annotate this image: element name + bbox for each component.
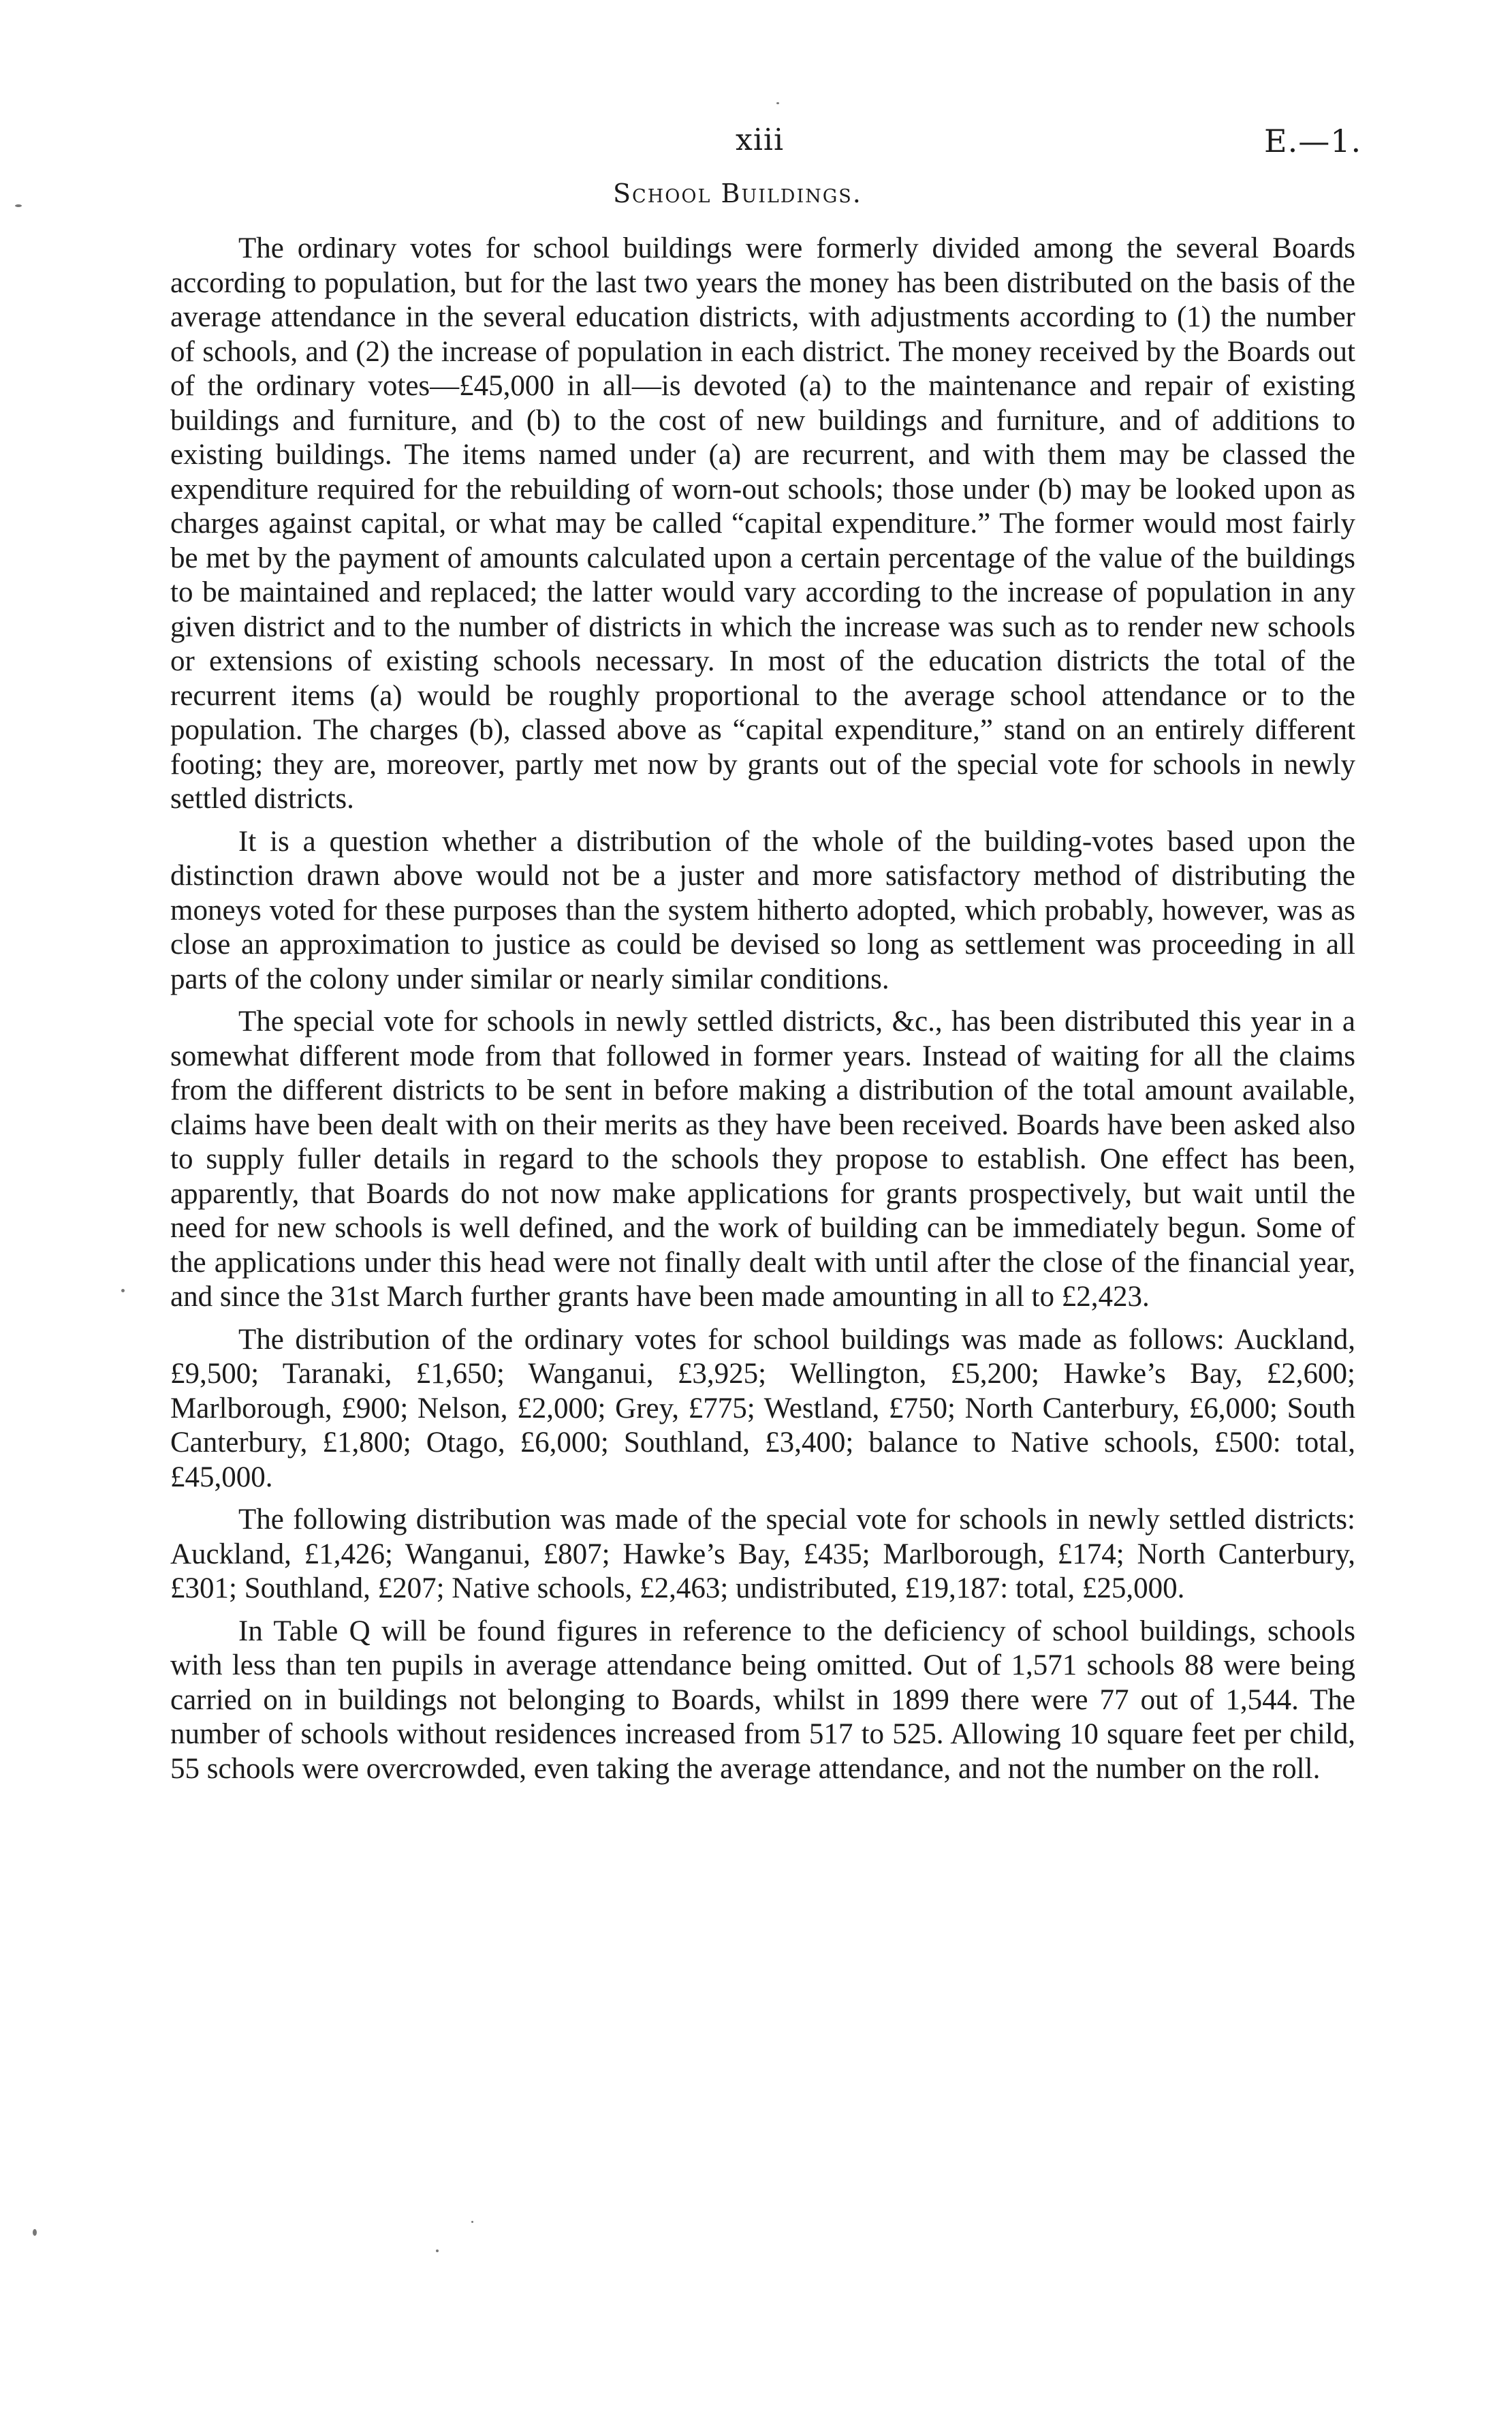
page-number: xiii bbox=[736, 123, 785, 157]
scan-speck bbox=[776, 102, 779, 104]
paragraph: The special vote for schools in newly settled districts, &c., has been distributed this year in a somewhat different mode from that followed in former years. Instead of waiting for all the claims from the different districts to be sent in before making a distribution of the total amount available, claims have been dealt with on their merits as they have been received. Boards have been asked also to supply fuller details in regard to the schools they propose to establish. One effect has been, apparently, that Boards do not now make applications for grants prospectively, but wait until the need for new schools is well defined, and the work of building can be immediately begun. Some of the applications under this head were not finally dealt with until after the close of the financial year, and since the 31st March further grants have been made amounting in all to £2,423. bbox=[170, 1006, 1355, 1313]
paragraph: In Table Q will be found figures in reference to the deficiency of school buildings, schools with less than ten pupils in average attendance being omitted. Out of 1,571 schools 88 were being carried on in buildings not belonging to Boards, whilst in 1899 there were 77 out of 1,544. The number of schools without residences increased from 517 to 525. Allowing 10 square feet per child, 55 schools were overcrowded, even taking the average attendance, and not the number on the roll. bbox=[170, 1615, 1355, 1785]
scan-speck bbox=[121, 1289, 125, 1292]
body-text bbox=[170, 232, 1355, 1794]
section-title: School Buildings. bbox=[613, 178, 862, 208]
paragraph: It is a question whether a distribution of the whole of the building-votes based upon the distinction drawn above would not be a juster and more satisfactory method of distributing the moneys voted for these purposes than the system hitherto adopted, which probably, however, was as close an approximation to justice as could be devised so long as settlement was proceeding in all parts of the colony under similar or nearly similar conditions. bbox=[170, 825, 1355, 995]
scan-speck bbox=[33, 2229, 37, 2236]
document-reference: E.—1. bbox=[1264, 123, 1362, 159]
paragraph: The ordinary votes for school buildings were formerly divided among the several Boards according to population, but for the last two years the money has been distributed on the basis of the average attendance in the several education districts, with adjustments according to (1) the number of schools, and (2) the increase of population in each district. The money received by the Boards out of the ordinary votes—£45,000 in all—is devoted (a) to the maintenance and repair of existing buildings and furniture, and (b) to the cost of new buildings and furniture, and of additions to existing buildings. The items named under (a) are recurrent, and with them may be classed the expenditure required for the rebuilding of worn-out schools; those under (b) may be looked upon as charges against capital, or what may be called “capital expenditure.” The former would most fairly be met by the payment of amounts calculated upon a certain percentage of the value of the buildings to be maintained and replaced; the latter would vary according to the increase of population in any given district and to the number of districts in which the increase was such as to render new schools or extensions of existing schools necessary. In most of the education districts the total of the recurrent items (a) would be roughly proportional to the average school attendance or to the population. The charges (b), classed above as “capital expenditure,” stand on an entirely different footing; they are, moreover, partly met now by grants out of the special vote for schools in newly settled districts. bbox=[170, 232, 1355, 815]
scan-speck bbox=[15, 204, 22, 207]
scan-speck bbox=[471, 2221, 473, 2223]
paragraph: The distribution of the ordinary votes for school buildings was made as follows: Auckland, £9,500; Taranaki, £1,650; Wanganui, £3,925; Wellington, £5,200; Hawke’s Bay, £2,600; Marlborough, £900; Nelson, £2,000; Grey, £775; Westland, £750; North Canterbury, £6,000; South Canterbury, £1,800; Otago, £6,000; Southland, £3,400; balance to Native schools, £500: total, £45,000. bbox=[170, 1323, 1355, 1493]
paragraph: The following distribution was made of the special vote for schools in newly settled districts: Auckland, £1,426; Wanganui, £807; Hawke’s Bay, £435; Marlborough, £174; North Canterbury, £301; Southland, £207; Native schools, £2,463; undistributed, £19,187: total, £25,000. bbox=[170, 1504, 1355, 1604]
scan-speck bbox=[436, 2249, 439, 2252]
